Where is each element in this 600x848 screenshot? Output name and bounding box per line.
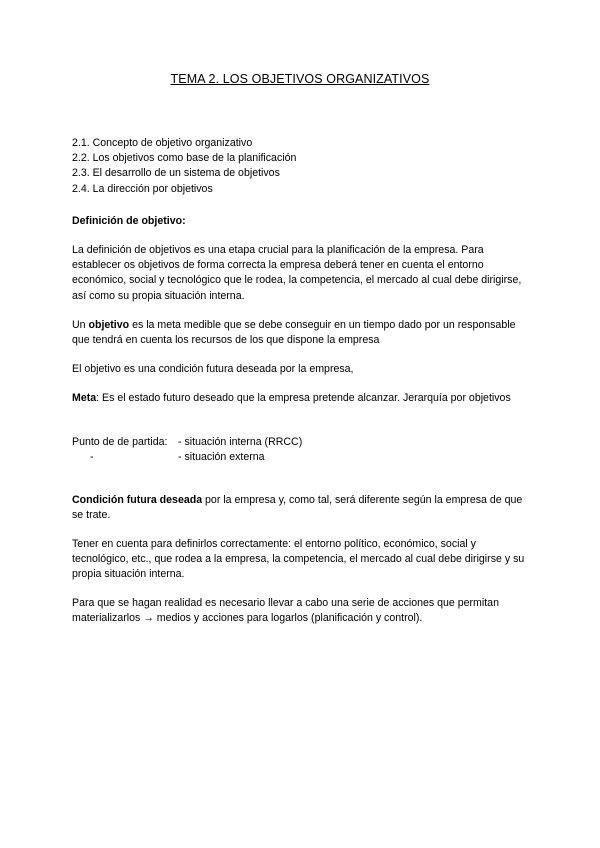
term-meta: Meta [72,392,97,404]
punto-dash: - [90,451,94,464]
definition-heading: Definición de objetivo: [72,215,186,227]
toc-item: 2.4. La dirección por objetivos [72,182,213,195]
paragraph-rest: por la empresa y, como tal, será diferente según la empresa de que se trate. [72,494,523,522]
term-objetivo: objetivo [88,319,130,331]
paragraph-condicion: El objetivo es una condición futura deseada por la empresa, [72,363,354,375]
toc-item: 2.2. Los objetivos como base de la planificación [72,152,297,165]
term-condicion-futura: Condición futura deseada [72,494,203,506]
paragraph-rest: : Es el estado futuro deseado que la empresa pretende alcanzar. Jerarquía por objetivos [96,392,511,404]
page-title: TEMA 2. LOS OBJETIVOS ORGANIZATIVOS [170,72,430,86]
punto-item-interna: - situación interna (RRCC) [178,436,303,448]
table-of-contents [72,136,532,197]
paragraph-tener-en-cuenta: Tener en cuenta para definirlos correctamente: el entorno político, económico, social y tecnológico, etc., que rodea a la empresa, la competencia, el mercado al cual debe dirigirse y su propia situación interna. [72,538,525,581]
punto-item-externa: - situación externa [178,451,265,464]
paragraph-meta [72,391,532,406]
paragraph-acciones: Para que se hagan realidad es necesario llevar a cabo una serie de acciones que permitan materializarlos → medios y acciones para logarlos (planificación y control). [72,597,499,625]
paragraph-condicion-futura [72,493,532,523]
toc-item: 2.1. Concepto de objetivo organizativo [72,137,253,149]
paragraph-objetivo [72,318,532,348]
paragraph-definition: La definición de objetivos es una etapa crucial para la planificación de la empresa. Para establecer os objetivos de forma correcta la empresa deberá tener en cuenta el entorno económico, social y tecnológico que le rodea, la competencia, el mercado al cual debe dirigirse, así como su propia situación interna. [72,244,522,302]
toc-item: 2.3. El desarrollo de un sistema de objetivos [72,167,280,180]
paragraph-lead: Un [72,319,89,331]
punto-label: Punto de de partida: [72,436,168,448]
paragraph-rest: es la meta medible que se debe conseguir en un tiempo dado por un responsable que tendrá en cuenta los recursos de los que dispone la empresa [72,319,516,347]
punto-de-partida [72,435,532,465]
